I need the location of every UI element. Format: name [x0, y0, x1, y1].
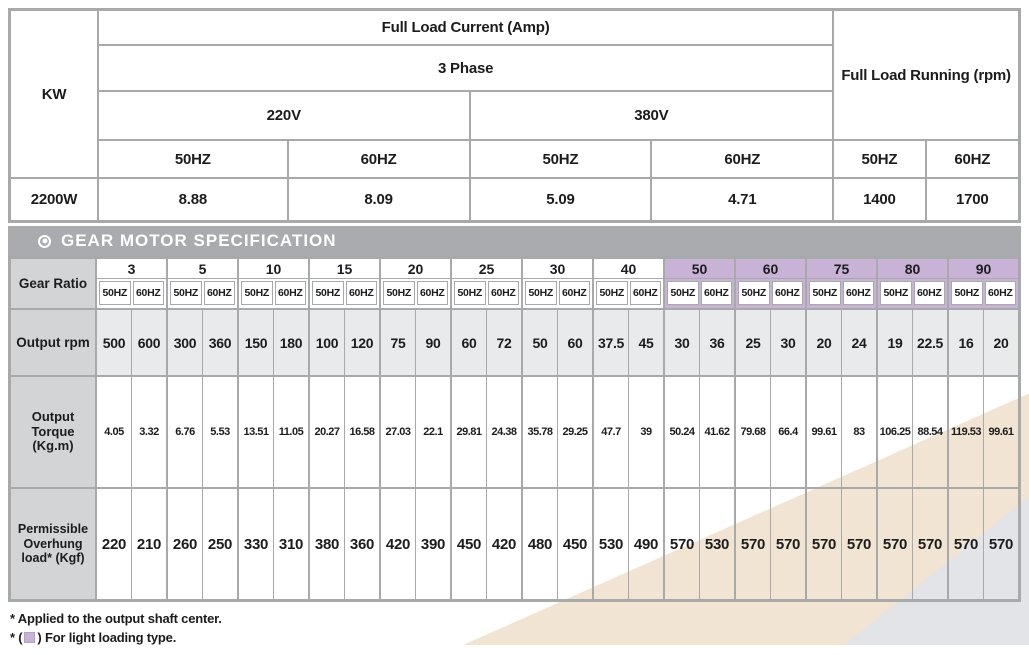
full-load-running-header: Full Load Running (rpm): [834, 11, 1018, 139]
torque-row: [523, 375, 592, 487]
current-value: 5.09: [471, 179, 651, 220]
gear-motor-spec-table: [8, 256, 1021, 602]
rpm-row: [878, 308, 947, 375]
row-label-column: [11, 259, 97, 599]
torque-value: 4.05: [97, 377, 132, 487]
fisheye-bullet-icon: [38, 235, 51, 248]
torque-value: 83: [853, 426, 865, 438]
rpm-value: 72: [487, 310, 521, 375]
rpm-row: [665, 308, 734, 375]
overhung-value: 570: [775, 535, 801, 553]
rpm-row: [97, 308, 166, 375]
kw-row-label: 2200W: [11, 179, 97, 220]
hz-label: 60HZ: [417, 281, 449, 305]
overhung-value: 420: [491, 535, 517, 553]
full-load-current-table: [8, 8, 1021, 223]
voltage-220-header: 220V: [99, 92, 469, 139]
hz-subheader-row: [452, 279, 521, 307]
rpm-value: 36: [700, 310, 734, 375]
running-rpm-value: 1400: [834, 179, 924, 220]
footnote-light-loading: * ( ) For light loading type.: [10, 630, 177, 645]
overhung-row: [736, 487, 805, 599]
rpm-value: 150: [239, 310, 274, 375]
overhung-value: 570: [878, 489, 913, 599]
rpm-value: 300: [168, 310, 203, 375]
gear-group-header: [168, 259, 237, 308]
gear-group-header: [452, 259, 521, 308]
gear-group-80: [876, 259, 947, 599]
torque-value: 88.54: [917, 426, 943, 438]
hz-label: 50HZ: [99, 281, 131, 305]
torque-row: [665, 375, 734, 487]
overhung-row: [665, 487, 734, 599]
hz-subheader-row: [239, 279, 308, 307]
overhung-row: [97, 487, 166, 599]
voltage-380-header: 380V: [471, 92, 833, 139]
gear-group-15: [308, 259, 379, 599]
rpm-value: 24: [842, 310, 876, 375]
torque-value: 66.4: [778, 426, 798, 438]
gear-group-header: [523, 259, 592, 308]
overhung-row: [878, 487, 947, 599]
overhung-value: 380: [310, 489, 345, 599]
rpm-value: 16: [949, 310, 984, 375]
footnote-shaft-center: * Applied to the output shaft center.: [10, 611, 222, 626]
overhung-value: 570: [949, 489, 984, 599]
gear-group-30: [521, 259, 592, 599]
overhung-value: 570: [665, 489, 700, 599]
torque-row: [310, 375, 379, 487]
gear-ratio-value: 3: [97, 259, 166, 279]
rpm-row: [381, 308, 450, 375]
gear-group-3: [97, 259, 166, 599]
hz-label: 60HZ: [204, 281, 236, 305]
hz-label: 50HZ: [738, 281, 770, 305]
hz-subheader-row: [168, 279, 237, 307]
rpm-value: 180: [274, 310, 308, 375]
gear-group-5: [166, 259, 237, 599]
gear-groups: [97, 259, 1018, 599]
hz-header: 50HZ: [834, 141, 924, 177]
overhung-value: 530: [704, 535, 730, 553]
output-torque-label: Output Torque (Kg.m): [11, 375, 95, 487]
hz-label: 50HZ: [170, 281, 202, 305]
torque-row: [452, 375, 521, 487]
hz-label: 50HZ: [241, 281, 273, 305]
gear-group-10: [237, 259, 308, 599]
overhung-value: 490: [633, 535, 659, 553]
rpm-row: [807, 308, 876, 375]
hz-label: 60HZ: [346, 281, 378, 305]
torque-value: 47.7: [594, 377, 629, 487]
gear-group-20: [379, 259, 450, 599]
hz-subheader-row: [310, 279, 379, 307]
torque-value: 11.05: [278, 426, 304, 438]
rpm-row: [594, 308, 663, 375]
rpm-value: 20: [984, 310, 1018, 375]
gear-ratio-value: 20: [381, 259, 450, 279]
overhung-value: 570: [988, 535, 1014, 553]
hz-subheader-row: [665, 279, 734, 307]
torque-value: 6.76: [168, 377, 203, 487]
gear-group-header: [878, 259, 947, 308]
rpm-value: 90: [416, 310, 450, 375]
hz-label: 60HZ: [275, 281, 307, 305]
hz-subheader-row: [523, 279, 592, 307]
gear-ratio-value: 5: [168, 259, 237, 279]
torque-value: 27.03: [381, 377, 416, 487]
hz-subheader-row: [807, 279, 876, 307]
torque-value: 13.51: [239, 377, 274, 487]
gear-group-60: [734, 259, 805, 599]
torque-row: [239, 375, 308, 487]
running-rpm-value: 1700: [927, 179, 1018, 220]
torque-row: [97, 375, 166, 487]
overhung-value: 480: [523, 489, 558, 599]
overhung-row: [594, 487, 663, 599]
overhung-value: 260: [168, 489, 203, 599]
torque-value: 3.32: [139, 426, 159, 438]
section-banner: [8, 226, 1021, 256]
hz-label: 60HZ: [133, 281, 165, 305]
overhung-row: [168, 487, 237, 599]
torque-value: 22.1: [423, 426, 443, 438]
hz-label: 50HZ: [809, 281, 841, 305]
overhung-value: 390: [420, 535, 446, 553]
gear-ratio-value: 30: [523, 259, 592, 279]
torque-row: [594, 375, 663, 487]
rpm-row: [452, 308, 521, 375]
hz-label: 50HZ: [312, 281, 344, 305]
gear-group-header: [381, 259, 450, 308]
rpm-value: 45: [629, 310, 663, 375]
gear-group-header: [807, 259, 876, 308]
hz-header: 50HZ: [99, 141, 287, 177]
gear-group-25: [450, 259, 521, 599]
gear-group-header: [949, 259, 1018, 308]
rpm-value: 50: [523, 310, 558, 375]
rpm-value: 500: [97, 310, 132, 375]
torque-value: 29.25: [562, 426, 588, 438]
hz-label: 60HZ: [488, 281, 520, 305]
hz-label: 50HZ: [667, 281, 699, 305]
overhung-value: 250: [207, 535, 233, 553]
hz-label: 60HZ: [914, 281, 946, 305]
rpm-value: 600: [132, 310, 166, 375]
overhung-load-label: Permissible Overhung load* (Kgf): [11, 487, 95, 599]
rpm-row: [310, 308, 379, 375]
rpm-value: 37.5: [594, 310, 629, 375]
hz-subheader-row: [97, 279, 166, 307]
torque-value: 79.68: [736, 377, 771, 487]
overhung-value: 450: [562, 535, 588, 553]
gear-group-header: [594, 259, 663, 308]
torque-value: 50.24: [665, 377, 700, 487]
overhung-value: 420: [381, 489, 416, 599]
overhung-row: [523, 487, 592, 599]
rpm-row: [736, 308, 805, 375]
torque-value: 29.81: [452, 377, 487, 487]
hz-header: 50HZ: [471, 141, 651, 177]
gear-group-50: [663, 259, 734, 599]
torque-value: 106.25: [878, 377, 913, 487]
hz-label: 60HZ: [772, 281, 804, 305]
gear-group-header: [239, 259, 308, 308]
section-title: GEAR MOTOR SPECIFICATION: [61, 231, 337, 250]
overhung-row: [310, 487, 379, 599]
torque-value: 24.38: [491, 426, 517, 438]
hz-label: 60HZ: [985, 281, 1017, 305]
rpm-row: [239, 308, 308, 375]
gear-group-header: [665, 259, 734, 308]
hz-label: 50HZ: [383, 281, 415, 305]
rpm-value: 30: [771, 310, 805, 375]
hz-header: 60HZ: [652, 141, 832, 177]
torque-value: 16.58: [349, 426, 375, 438]
overhung-value: 310: [278, 535, 304, 553]
overhung-value: 570: [917, 535, 943, 553]
overhung-value: 330: [239, 489, 274, 599]
rpm-value: 60: [452, 310, 487, 375]
torque-row: [736, 375, 805, 487]
hz-label: 50HZ: [880, 281, 912, 305]
overhung-value: 570: [736, 489, 771, 599]
gear-ratio-value: 40: [594, 259, 663, 279]
rpm-value: 20: [807, 310, 842, 375]
overhung-row: [381, 487, 450, 599]
hz-label: 50HZ: [454, 281, 486, 305]
torque-value: 5.53: [210, 426, 230, 438]
overhung-row: [239, 487, 308, 599]
torque-value: 119.53: [949, 377, 984, 487]
gear-ratio-value: 25: [452, 259, 521, 279]
torque-value: 35.78: [523, 377, 558, 487]
rpm-row: [168, 308, 237, 375]
gear-group-header: [736, 259, 805, 308]
footnotes: [8, 609, 1021, 647]
torque-value: 99.61: [807, 377, 842, 487]
hz-header: 60HZ: [289, 141, 469, 177]
overhung-row: [452, 487, 521, 599]
rpm-value: 60: [558, 310, 592, 375]
kw-header-cell: KW: [11, 11, 97, 177]
gear-ratio-value: 90: [949, 259, 1018, 279]
hz-label: 50HZ: [525, 281, 557, 305]
gear-group-header: [310, 259, 379, 308]
torque-value: 41.62: [704, 426, 730, 438]
hz-label: 60HZ: [559, 281, 591, 305]
rpm-row: [949, 308, 1018, 375]
overhung-row: [949, 487, 1018, 599]
rpm-value: 360: [203, 310, 237, 375]
hz-label: 60HZ: [843, 281, 875, 305]
overhung-value: 570: [807, 489, 842, 599]
current-value: 4.71: [652, 179, 832, 220]
torque-row: [168, 375, 237, 487]
gear-ratio-value: 50: [665, 259, 734, 279]
rpm-value: 75: [381, 310, 416, 375]
rpm-value: 25: [736, 310, 771, 375]
output-rpm-label: Output rpm: [11, 308, 95, 375]
hz-subheader-row: [594, 279, 663, 307]
hz-label: 60HZ: [630, 281, 662, 305]
hz-subheader-row: [381, 279, 450, 307]
current-value: 8.09: [289, 179, 469, 220]
torque-value: 20.27: [310, 377, 345, 487]
gear-ratio-value: 80: [878, 259, 947, 279]
torque-row: [381, 375, 450, 487]
torque-row: [807, 375, 876, 487]
hz-label: 60HZ: [701, 281, 733, 305]
torque-row: [949, 375, 1018, 487]
rpm-value: 100: [310, 310, 345, 375]
rpm-value: 120: [345, 310, 379, 375]
torque-value: 39: [640, 426, 652, 438]
overhung-value: 530: [594, 489, 629, 599]
hz-subheader-row: [878, 279, 947, 307]
overhung-value: 210: [136, 535, 162, 553]
gear-ratio-value: 15: [310, 259, 379, 279]
hz-label: 50HZ: [951, 281, 983, 305]
rpm-row: [523, 308, 592, 375]
torque-value: 99.61: [988, 426, 1014, 438]
rpm-value: 19: [878, 310, 913, 375]
phase-header: 3 Phase: [99, 46, 832, 90]
torque-row: [878, 375, 947, 487]
overhung-value: 570: [846, 535, 872, 553]
rpm-value: 22.5: [913, 310, 947, 375]
overhung-row: [807, 487, 876, 599]
light-load-swatch: [24, 632, 35, 643]
current-value: 8.88: [99, 179, 287, 220]
gear-group-75: [805, 259, 876, 599]
gear-ratio-label: Gear Ratio: [18, 275, 88, 291]
gear-group-40: [592, 259, 663, 599]
gear-ratio-value: 10: [239, 259, 308, 279]
hz-subheader-row: [949, 279, 1018, 307]
rpm-value: 30: [665, 310, 700, 375]
gear-group-header: [97, 259, 166, 308]
hz-label: 50HZ: [596, 281, 628, 305]
full-load-current-header: Full Load Current (Amp): [99, 11, 832, 44]
hz-subheader-row: [736, 279, 805, 307]
gear-group-90: [947, 259, 1018, 599]
overhung-value: 220: [97, 489, 132, 599]
hz-header: 60HZ: [927, 141, 1018, 177]
gear-ratio-value: 60: [736, 259, 805, 279]
overhung-value: 450: [452, 489, 487, 599]
gear-ratio-value: 75: [807, 259, 876, 279]
overhung-value: 360: [349, 535, 375, 553]
